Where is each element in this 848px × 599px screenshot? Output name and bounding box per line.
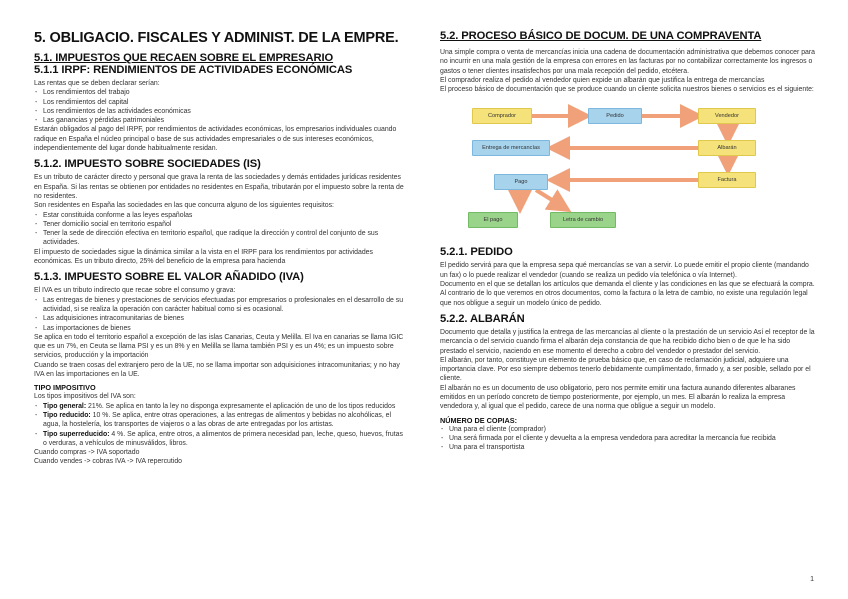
box-letra-de-cambio: Letra de cambio (550, 212, 616, 228)
page-number: 1 (810, 576, 814, 583)
section-5-1-3-title: 5.1.3. IMPUESTO SOBRE EL VALOR AÑADIDO (IVA) (34, 271, 304, 284)
list-item (34, 402, 406, 411)
compraventa-diagram (464, 102, 764, 240)
is-paragraph-1: Es un tributo de carácter directo y personal que grava la renta de las sociedades y demás entidades jurídicas residentes en España. Si las rentas se obtienen por entidades no residentes en España, tributarán por el impuesto sobre la renta de no residentes. (34, 174, 404, 200)
iva-grava-list (34, 296, 406, 333)
pedido-paragraph-1: El pedido servirá para que la empresa sepa qué mercancías se van a servir. Lo puede emitir el propio cliente (mandando un fax) o lo puede realizar el vendedor (cuando se realiza un pedido vía telefónica o vía Internet). (440, 262, 809, 279)
iva-intro: El IVA es un tributo indirecto que recae sobre el consumo y grava: (34, 287, 236, 295)
tipo-text: 10 %. Se aplica, entre otras operaciones, a las entregas de alimentos y bebidas no alcohólicas, el agua, la hostelería, los transportes de viajeros o a las obras de arte entregadas por los artistas. (43, 411, 392, 429)
box-vendedor: Vendedor (698, 108, 756, 124)
section-5-1-title: 5.1. IMPUESTOS QUE RECAEN SOBRE EL EMPRESARIO (34, 52, 334, 64)
compraventa-paragraph-1: Una simple compra o venta de mercancías inicia una cadena de documentación administrativa que debemos conocer para no incurrir en una mala gestión de la empresa con errores en las facturas por no contabilizar correctamente los ingresos o gastos o tener clientes insatisfechos por una mala recepción del pedido, etcétera. (440, 49, 815, 75)
albaran-paragraph-1: Documento que detalla y justifica la entrega de las mercancías al cliente o la prestación de un servicio Así el receptor de la mercancía o del servicio cuando firma el albarán deja constancia de que ha recibido dicho bien o de que le ha sido prestado el servicio, naciendo en ese momento el derecho a cobro del vendedor o prestador del servicio. (440, 328, 815, 355)
section-5-2-title: 5.2. PROCESO BÁSICO DE DOCUM. DE UNA COMPRAVENTA (440, 30, 762, 42)
pedido-paragraph-3: Al contrario de lo que veremos en otros documentos, como la factura o la letra de cambio, no existe una regulación legal que nos obligue a seguir un modelo único de pedido. (440, 290, 808, 307)
is-paragraph-3: El impuesto de sociedades sigue la dinámica similar a la vista en el IRPF para los rendimientos por actividades económicas. Es un tributo directo, 25% del beneficio de la empresa para hacienda (34, 248, 373, 266)
box-entrega: Entrega de mercancías (472, 140, 550, 156)
iva-paragraph-3: Cuando se traen cosas del extranjero pero de la UE, no se llama importar son adquisiciones intracomunitarias; y no hay IVA en las importaciones en la UE. (34, 361, 400, 379)
box-comprador: Comprador (472, 108, 532, 124)
tipo-label: Tipo superreducido: (43, 430, 110, 438)
is-requisitos-list (34, 211, 406, 248)
irpf-rentas-list (34, 88, 406, 125)
pedido-paragraph-2: Documento en el que se detallan los artículos que demanda el cliente y las condiciones en las que se efectuará la compra. (440, 281, 815, 289)
list-item: - Una para el cliente (comprador) (440, 425, 816, 434)
list-item: - Las entregas de bienes y prestaciones de servicios efectuadas por empresarios o profesionales en el desarrollo de su actividad, si se realiza la operación con carácter habitual como si es ocasional. (34, 296, 406, 315)
section-5-1-2-title: 5.1.2. IMPUESTO SOBRE SOCIEDADES (IS) (34, 158, 261, 171)
tipo-impositivo-list (34, 402, 406, 448)
arrow (536, 190, 568, 210)
section-5-2-1-title: 5.2.1. PEDIDO (440, 246, 513, 259)
list-item: - Estar constituida conforme a las leyes españolas (34, 211, 406, 220)
tipo-impositivo-intro: Los tipos impositivos del IVA son: (34, 393, 136, 401)
iva-soportado-line: Cuando compras -> IVA soportado (34, 449, 140, 457)
list-item: - Una para el transportista (440, 443, 816, 452)
box-pago: Pago (494, 174, 548, 190)
copias-list (440, 425, 816, 453)
box-albaran: Albarán (698, 140, 756, 156)
compraventa-paragraph-2: El comprador realiza el pedido al vendedor quien expide un albarán que justifica la entrega de mercancías (440, 76, 765, 84)
tipo-label: Tipo reducido: (43, 411, 91, 419)
albaran-paragraph-3: El albarán no es un documento de uso obligatorio, pero nos permite emitir una factura aunando diferentes albaranes emitidos en un período concreto de tiempo posteriormente, por ejemplo, un mes. El albarán lo realiza la empresa vendedora y, al igual que el pedido, carece de una norma que obligue a seguir un modelo. (440, 384, 796, 411)
tipo-label: Tipo general: (43, 402, 87, 410)
irpf-intro: Las rentas que se deben declarar serían: (34, 80, 160, 87)
iva-paragraph-2: Se aplica en todo el territorio español a excepción de las islas Canarias, Ceuta y Melilla. El Iva en canarias se llama IGIC que es un 7%, en Ceuta se llama PSI y es un 8% y en Melilla se llama también PSI y es un 4%; es un impuesto sobre servicios, producción y la importación (34, 333, 404, 360)
left-column (34, 30, 406, 467)
list-item (34, 411, 406, 430)
tipo-text: 4 %. Se aplica, entre otros, a alimentos de primera necesidad pan, leche, queso, huevos, frutas o verduras, a vehículos de minusválidos, libros. (43, 430, 403, 447)
compraventa-paragraph-3: El proceso básico de documentación que se produce cuando un cliente solicita nuestros bienes o servicios es el siguiente: (440, 86, 814, 94)
tipo-text: 21%. Se aplica en tanto la ley no disponga expresamente el aplicación de uno de los tipos reducidos (86, 402, 396, 410)
irpf-paragraph: Estarán obligados al pago del IRPF, por rendimientos de actividades económicas, los empresarios individuales cuando radique en España el núcleo principal o base de sus actividades empresariales o de sus intereses económicos, independientemente del lugar donde habitualmente residan. (34, 126, 397, 153)
list-item (34, 430, 406, 449)
list-item: - Los rendimientos del capital (34, 98, 406, 107)
list-item: - Las importaciones de bienes (34, 324, 406, 333)
section-5-2-2-title: 5.2.2. ALBARÁN (440, 312, 525, 325)
list-item: - Una será firmada por el cliente y devuelta a la empresa vendedora para acreditar la mercancía fue recibida (440, 434, 816, 443)
list-item: - Los rendimientos de las actividades económicas (34, 107, 406, 116)
numero-copias-title: NÚMERO DE COPIAS: (440, 415, 518, 425)
section-5-1-1-title: 5.1.1 IRPF: RENDIMIENTOS DE ACTIVIDADES ECONÓMICAS (34, 64, 353, 76)
box-el-pago: El pago (468, 212, 518, 228)
arrow-group (520, 116, 728, 210)
right-column (440, 30, 816, 453)
albaran-paragraph-2: El albarán, por tanto, constituye un elemento de prueba básico que, en caso de reclamación judicial, adquiere una importancia clave. Por eso siempre debemos tenerlo debidamente cumplimentado, firmado y, a ser posible, sellado por el cliente. (440, 356, 811, 383)
list-item: - Tener la sede de dirección efectiva en territorio español, que radique la dirección y control del conjunto de sus actividades. (34, 229, 406, 248)
page-title: 5. OBLIGACIO. FISCALES Y ADMINIST. DE LA EMPRE. (34, 30, 399, 46)
list-item: - Las ganancias y pérdidas patrimoniales (34, 116, 406, 125)
tipo-impositivo-title: TIPO IMPOSITIVO (34, 383, 96, 393)
list-item: - Los rendimientos del trabajo (34, 88, 406, 97)
list-item: - Las adquisiciones intracomunitarias de bienes (34, 314, 406, 323)
box-factura: Factura (698, 172, 756, 188)
box-pedido: Pedido (588, 108, 642, 124)
is-paragraph-2: Son residentes en España las sociedades en las que concurra alguno de los siguientes requisitos: (34, 202, 334, 210)
iva-repercutido-line: Cuando vendes -> cobras IVA -> IVA repercutido (34, 458, 182, 466)
list-item: - Tener domicilio social en territorio español (34, 220, 406, 229)
